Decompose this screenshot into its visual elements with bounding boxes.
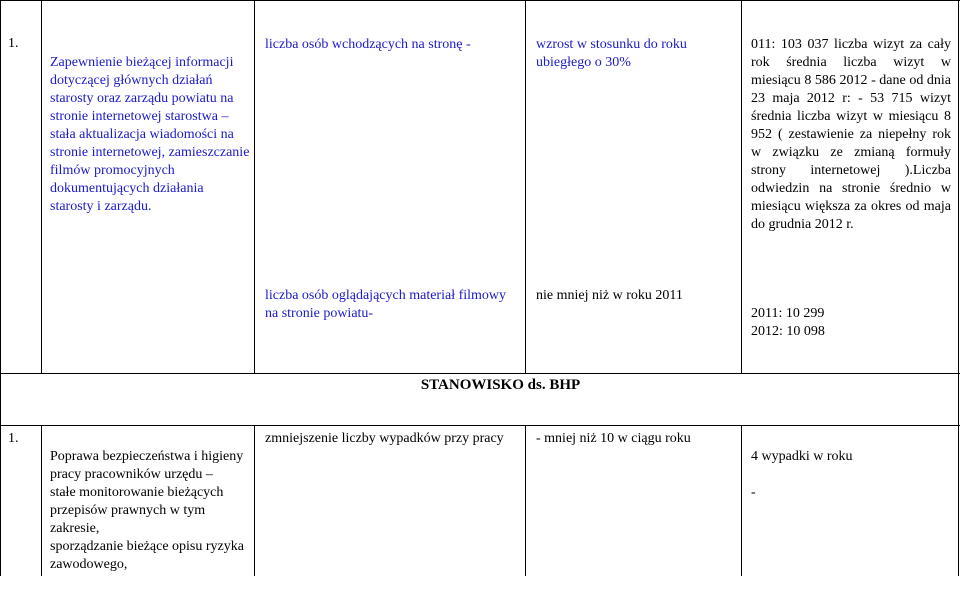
bhp-row1-result-cell (751, 430, 951, 520)
bhp-row1-lp-cell (8, 430, 38, 448)
row2-target-cell (536, 287, 736, 305)
column-divider-measure-2 (525, 425, 526, 576)
bhp-row1-task-cell (50, 430, 250, 592)
column-divider-lp (41, 0, 42, 373)
column-divider-target (741, 0, 742, 373)
bhp-row1-result: 4 wypadki w roku - (751, 449, 853, 500)
column-divider-measure (525, 0, 526, 373)
row2-result-cell (751, 287, 951, 359)
table-border-top (0, 0, 960, 1)
row1-result: 011: 103 037 liczba wizyt za cały rok średnia liczba wizyt w miesiącu 8 586 2012 - dane od dnia 23 maja 2012 r: - 53 715 wizyt średnia liczba wizyt w miesiącu 8 952 ( zestawienie za niepełny rok w związku ze zmianą formuły strony internetowej ).Liczba odwiedzin na stronie średnio w miesiącu większa za okres od maja do grudnia 2012 r. (751, 37, 951, 232)
column-divider-lp-2 (41, 425, 42, 576)
row1-target: wzrost w stosunku do roku ubiegłego o 30% (536, 37, 687, 70)
row1-lp: 1. (8, 36, 19, 51)
bhp-row1-lp: 1. (8, 431, 19, 446)
column-divider-target-2 (741, 425, 742, 576)
row2-measure: liczba osób oglądających materiał filmowy na stronie powiatu- (265, 288, 507, 321)
bhp-row1-measure-cell (265, 430, 515, 448)
column-divider-task (254, 0, 255, 373)
row1-target-cell (536, 36, 716, 72)
row1-task-cell (50, 36, 250, 234)
bhp-row1-target-cell (536, 430, 736, 448)
row1-measure-cell (265, 36, 520, 54)
row2-measure-cell (265, 287, 520, 323)
section-divider-bottom (0, 425, 960, 426)
bhp-row1-task: Poprawa bezpieczeństwa i higieny pracy pracowników urzędu – stałe monitorowanie bieżących przepisów prawnych w tym zakresie, sporządzanie bieżące opisu ryzyka zawodowego, (50, 449, 244, 572)
column-divider-task-2 (254, 425, 255, 576)
table-border-right (958, 0, 959, 576)
section-divider-top (0, 373, 960, 374)
table-border-left (0, 0, 1, 576)
bhp-row1-target: - mniej niż 10 w ciągu roku (536, 431, 691, 446)
row1-measure: liczba osób wchodzących na stronę - (265, 37, 471, 52)
row1-result-cell (751, 36, 951, 234)
bhp-row1-measure: zmniejszenie liczby wypadków przy pracy (265, 431, 504, 446)
row2-result: 2011: 10 299 2012: 10 098 (751, 306, 825, 339)
row1-task: Zapewnienie bieżącej informacji dotyczącej głównych działań starosty oraz zarządu powiatu na stronie internetowej starostwa – stała aktualizacja wiadomości na stronie internetowej, zamieszczanie filmów promocyjnych dokumentujących działania starosty i zarządu. (50, 55, 250, 214)
row1-lp-cell (8, 35, 38, 53)
section-header-cell (0, 376, 960, 394)
row2-target: nie mniej niż w roku 2011 (536, 288, 683, 303)
section-header: STANOWISKO ds. BHP (420, 377, 581, 393)
